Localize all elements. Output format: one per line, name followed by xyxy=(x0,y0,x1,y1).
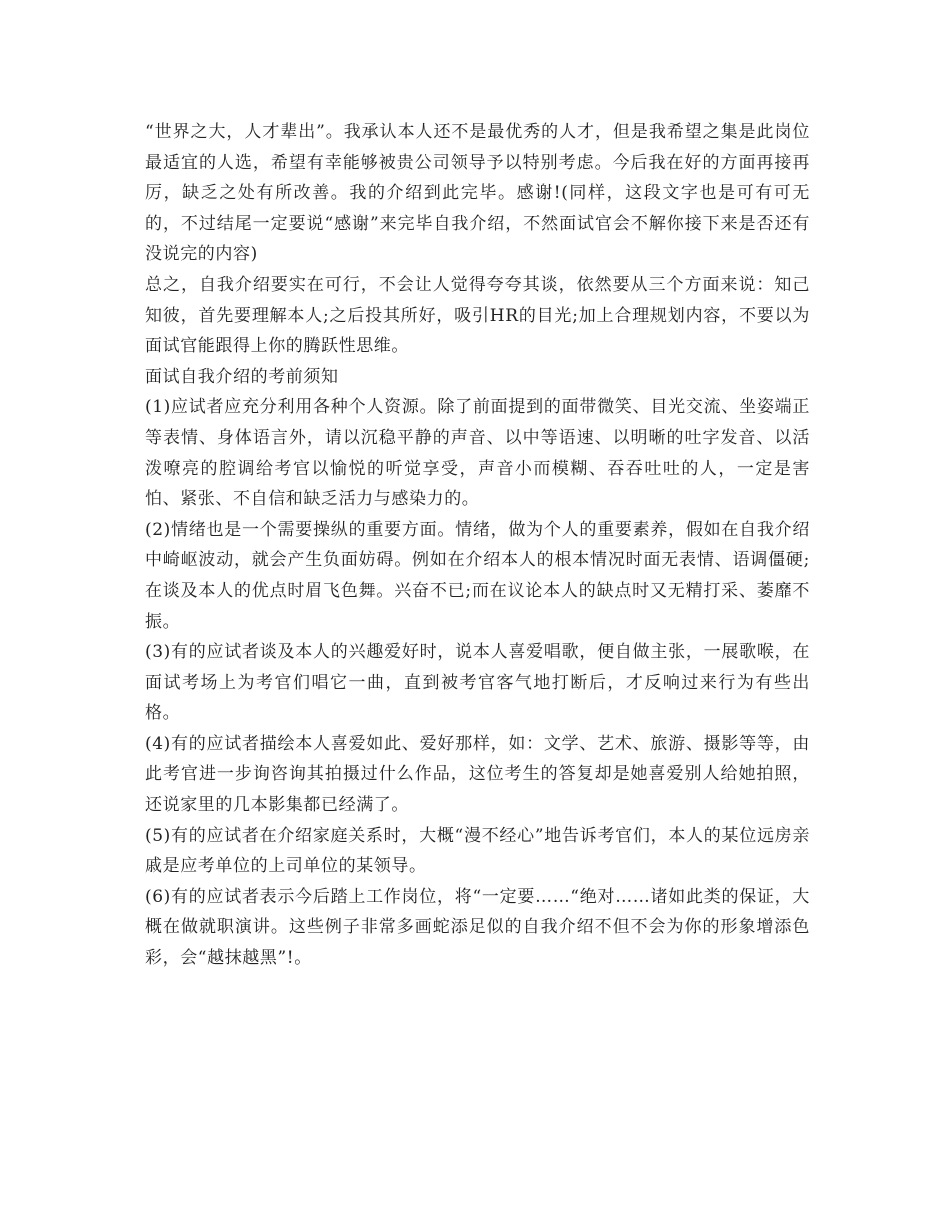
paragraph-summary: 总之，自我介绍要实在可行，不会让人觉得夸夸其谈，依然要从三个方面来说：知己知彼，首先要理解本人;之后投其所好，吸引HR的目光;加上合理规划内容，不要以为面试官能跟得上你的腾跃性思维。 xyxy=(145,274,810,357)
paragraph-item-5: (5)有的应试者在介绍家庭关系时，大概“漫不经心”地告诉考官们，本人的某位远房亲戚是应考单位的上司单位的某领导。 xyxy=(145,825,810,877)
paragraph-item-2: (2)情绪也是一个需要操纵的重要方面。情绪，做为个人的重要素养，假如在自我介绍中崎岖波动，就会产生负面妨碍。例如在介绍本人的根本情况时面无表情、语调僵硬;在谈及本人的优点时眉飞色舞。兴奋不已;而在议论本人的缺点时又无精打采、萎靡不振。 xyxy=(145,519,810,632)
paragraph-item-4: (4)有的应试者描绘本人喜爱如此、爱好那样，如：文学、艺术、旅游、摄影等等，由此考官进一步询咨询其拍摄过什么作品，这位考生的答复却是她喜爱别人给她拍照，还说家里的几本影集都已经满了。 xyxy=(145,733,810,816)
document-page xyxy=(145,117,810,974)
paragraph-item-1: (1)应试者应充分利用各种个人资源。除了前面提到的面带微笑、目光交流、坐姿端正等表情、身体语言外，请以沉稳平静的声音、以中等语速、以明晰的吐字发音、以活泼嘹亮的腔调给考官以愉悦的听觉享受，声音小而模糊、吞吞吐吐的人，一定是害怕、紧张、不自信和缺乏活力与感染力的。 xyxy=(145,397,810,510)
paragraph-item-6: (6)有的应试者表示今后踏上工作岗位，将“一定要……“绝对……诸如此类的保证，大概在做就职演讲。这些例子非常多画蛇添足似的自我介绍不但不会为你的形象增添色彩，会“越抹越黑”!。 xyxy=(145,886,810,969)
section-heading: 面试自我介绍的考前须知 xyxy=(145,366,339,387)
paragraph-closing-remarks: “世界之大，人才辈出”。我承认本人还不是最优秀的人才，但是我希望之集是此岗位最适宜的人选，希望有幸能够被贵公司领导予以特别考虑。今后我在好的方面再接再厉，缺乏之处有所改善。我的介绍到此完毕。感谢!(同样，这段文字也是可有可无的，不过结尾一定要说“感谢”来完毕自我介绍，不然面试官会不解你接下来是否还有没说完的内容) xyxy=(145,122,810,265)
paragraph-item-3: (3)有的应试者谈及本人的兴趣爱好时，说本人喜爱唱歌，便自做主张，一展歌喉，在面试考场上为考官们唱它一曲，直到被考官客气地打断后，才反响过来行为有些出格。 xyxy=(145,642,810,724)
